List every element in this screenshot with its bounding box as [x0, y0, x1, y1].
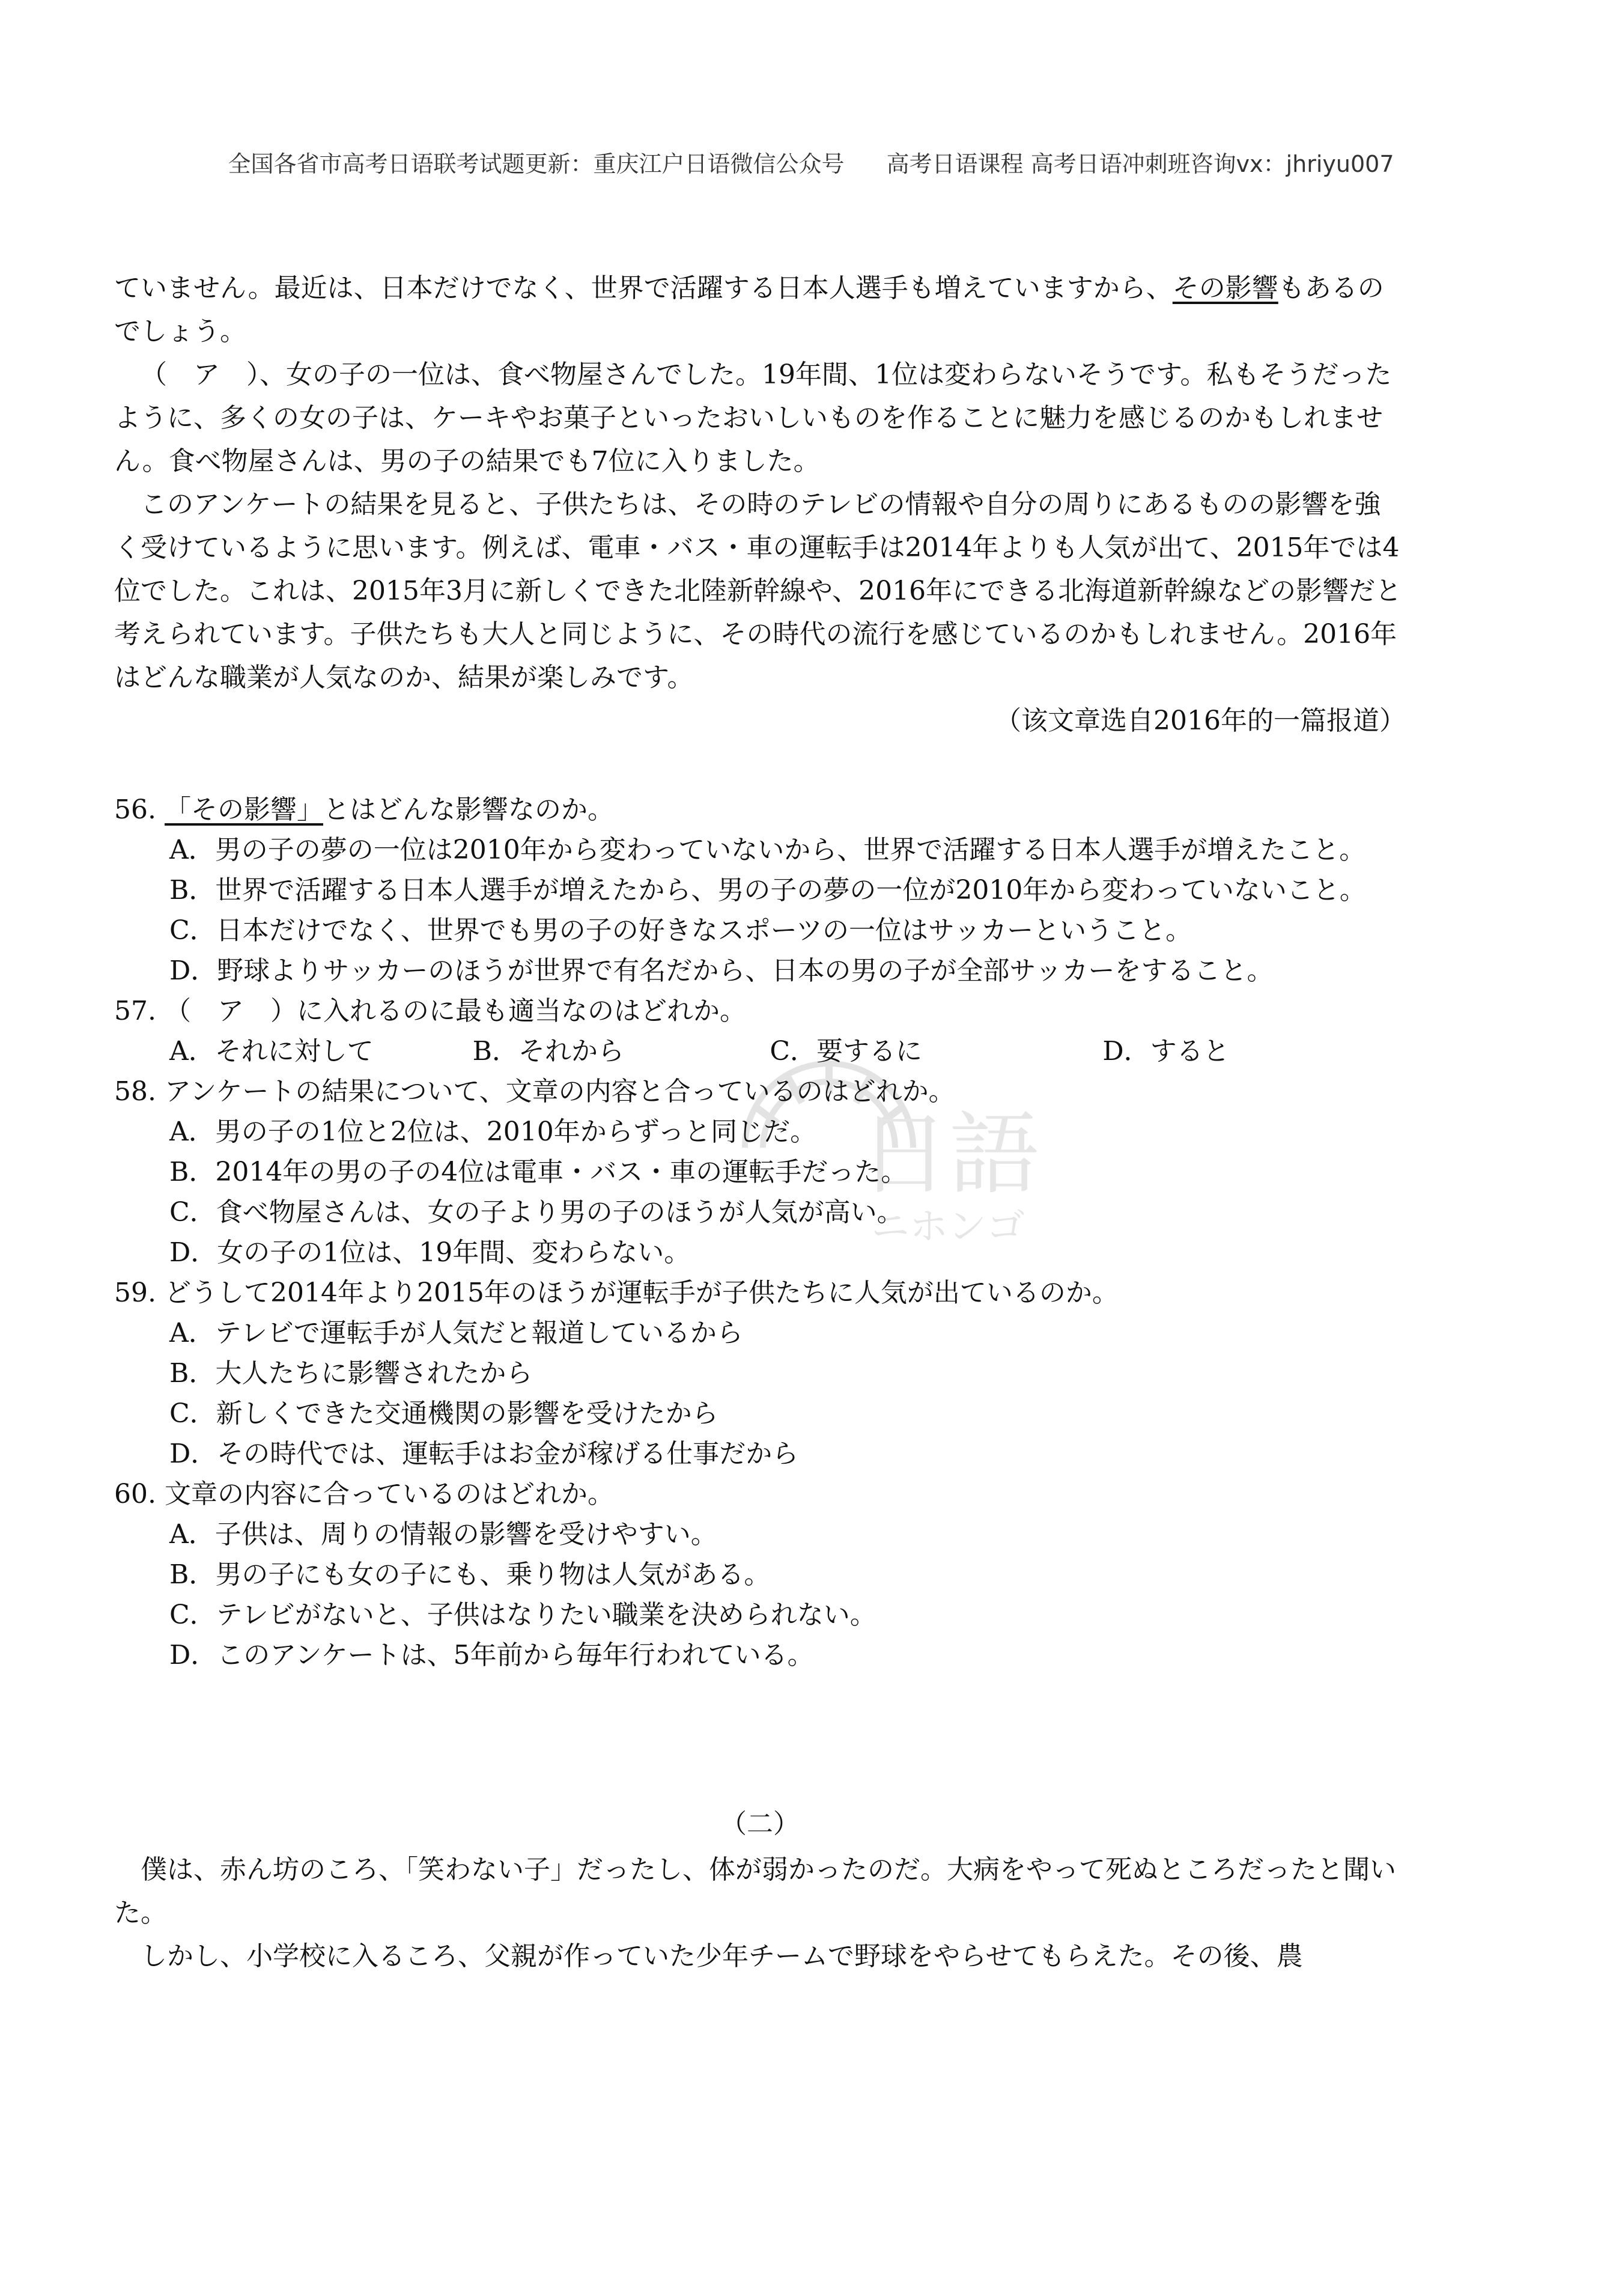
section-title: （二） [720, 1809, 800, 1839]
section-paragraph-2: しかし、小学校に入るころ、父親が作っていた少年チームで野球をやらせてもらえた。その後、農 [141, 1941, 1303, 1972]
passage-paragraph-2: （ ア ）、女の子の一位は、食べ物屋さんでした。19年間、1位は変わらないそうです。私もそうだったように、多くの女の子は、ケーキやお菓子といったおいしいものを作ることに魅力を感じるのかもしれません。食べ物屋さんは、男の子の結果でも7位に入りました。 [114, 359, 1392, 477]
option-a: A．男の子の1位と2位は、2010年からずっと同じだ。 [169, 1116, 817, 1147]
question-59 [114, 1273, 1406, 1474]
option-row [169, 1031, 1406, 1071]
option-c: C．新しくできた交通機関の影響を受けたから [169, 1398, 718, 1429]
question-57 [114, 991, 1406, 1071]
section-2 [114, 1803, 1406, 1978]
option-d: D．その時代では、運転手はお金が稼げる仕事だから [169, 1439, 799, 1469]
question-list [114, 790, 1406, 1675]
passage-paragraph-1: ていません。最近は、日本だけでなく、世界で活躍する日本人選手も増えていますから、その影響もあるのでしょう。 [114, 273, 1384, 347]
passage-paragraph-3: このアンケートの結果を見ると、子供たちは、その時のテレビの情報や自分の周りにあるものの影響を強く受けているように思います。例えば、電車・バス・車の運転手は2014年よりも人気が出て、2015年では4位でした。これは、2015年3月に新しくできた北陸新幹線や、2016年にできる北海道新幹線などの影響だと考えられています。子供たちも大人と同じように、その時代の流行を感じているのかもしれません。2016年はどんな職業が人気なのか、結果が楽しみです。 [114, 489, 1402, 693]
header-left-text: 全国各省市高考日语联考试题更新：重庆江户日语微信公众号 [228, 151, 845, 177]
option-b: B．世界で活躍する日本人選手が増えたから、男の子の夢の一位が2010年から変わっていないこと。 [169, 875, 1366, 906]
page-header [0, 145, 1622, 178]
question-60 [114, 1474, 1406, 1675]
question-56 [114, 790, 1406, 991]
option-c: C．食べ物屋さんは、女の子より男の子のほうが人気が高い。 [169, 1197, 904, 1228]
option-b: B．男の子にも女の子にも、乗り物は人気がある。 [169, 1559, 771, 1590]
option-c: C．日本だけでなく、世界でも男の子の好きなスポーツの一位はサッカーということ。 [169, 915, 1192, 946]
option-b: B．2014年の男の子の4位は電車・バス・車の運転手だった。 [169, 1157, 908, 1187]
option-d: D．すると [1102, 1036, 1230, 1067]
passage-source: （该文章选自2016年的一篇报道） [995, 705, 1406, 736]
watermark-kana: ニホンゴ [871, 1205, 1025, 1249]
option-d: D．このアンケートは、5年前から毎年行われている。 [169, 1640, 814, 1670]
option-b: B．大人たちに影響されたから [169, 1358, 533, 1389]
question-stem: 58. アンケートの結果について、文章の内容と合っているのはどれか。 [114, 1076, 955, 1107]
question-58 [114, 1071, 1406, 1273]
header-right-text: 高考日语课程 高考日语冲刺班咨询vx：jhriyu007 [886, 151, 1394, 177]
question-stem: 59. どうして2014年より2015年のほうが運転手が子供たちに人気が出ているのか。 [114, 1277, 1119, 1308]
question-stem: 57. （ ア ）に入れるのに最も適当なのはどれか。 [114, 996, 746, 1026]
option-a: A．子供は、周りの情報の影響を受けやすい。 [169, 1519, 717, 1550]
option-d: D．野球よりサッカーのほうが世界で有名だから、日本の男の子が全部サッカーをすること。 [169, 955, 1274, 986]
section-paragraph-1: 僕は、赤ん坊のころ、「笑わない子」だったし、体が弱かったのだ。大病をやって死ぬところだったと聞いた。 [114, 1854, 1396, 1928]
option-a: A．それに対して [169, 1036, 374, 1067]
watermark-kanji: 日語 [859, 1103, 1040, 1207]
option-c: C．テレビがないと、子供はなりたい職業を決められない。 [169, 1600, 876, 1630]
option-c: C．要するに [770, 1036, 922, 1067]
question-stem: 56. 「その影響」とはどんな影響なのか。 [114, 794, 614, 825]
option-a: A．男の子の夢の一位は2010年から変わっていないから、世界で活躍する日本人選手が増えたこと。 [169, 835, 1366, 865]
option-a: A．テレビで運転手が人気だと報道しているから [169, 1318, 743, 1348]
option-b: B．それから [472, 1036, 624, 1067]
underlined-phrase: その影響 [1172, 273, 1278, 303]
option-d: D．女の子の1位は、19年間、変わらない。 [169, 1237, 691, 1268]
question-stem: 60. 文章の内容に合っているのはどれか。 [114, 1479, 614, 1509]
reading-passage [114, 267, 1406, 743]
